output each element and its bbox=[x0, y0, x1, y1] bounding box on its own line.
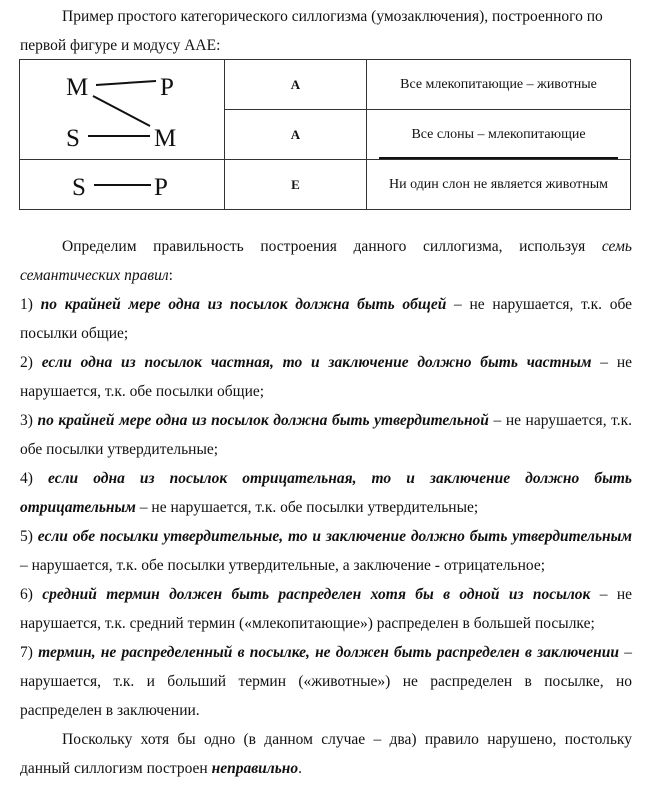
row2-text-cell bbox=[367, 110, 631, 160]
rule-1 bbox=[20, 290, 632, 348]
table-row bbox=[20, 160, 631, 210]
rule-verdict: – не нарушается, т.к. обе посылки утвердительные; bbox=[135, 499, 479, 516]
rule-6 bbox=[20, 580, 632, 638]
rule-verdict: – не нарушается, т.к. средний термин («млекопитающие») распределен в большей посылке; bbox=[20, 586, 632, 632]
term-p-top: P bbox=[160, 74, 174, 101]
rule-statement: термин, не распределенный в посылке, не должен быть распределен в заключении bbox=[38, 644, 620, 661]
rule-5 bbox=[20, 522, 632, 580]
rule-number: 4) bbox=[20, 470, 33, 487]
term-s-mid: S bbox=[66, 125, 80, 152]
rule-7 bbox=[20, 638, 632, 725]
row1-text: Все млекопитающие – животные bbox=[367, 60, 631, 110]
row1-code: A bbox=[225, 60, 367, 110]
rule-verdict: – нарушается, т.к. и больший термин («животные») не распределен в посылке, но распределен в заключении. bbox=[20, 644, 633, 719]
rule-statement: если обе посылки утвердительные, то и заключение должно быть утвердительным bbox=[37, 528, 633, 545]
rule-verdict: – не нарушается, т.к. обе посылки общие; bbox=[20, 296, 633, 342]
first-figure-diagram bbox=[20, 60, 224, 160]
table-row bbox=[20, 60, 631, 110]
analysis-intro bbox=[20, 232, 632, 290]
rule-statement: по крайней мере одна из посылок должна быть утвердительной bbox=[37, 412, 489, 429]
intro-plain-text: Определим правильность построения данного силлогизма, используя bbox=[62, 238, 602, 255]
intro-colon: : bbox=[168, 267, 173, 284]
figure-diagram-cell bbox=[20, 60, 225, 160]
major-premise-line bbox=[96, 81, 156, 85]
rule-statement: по крайней мере одна из посылок должна быть общей bbox=[40, 296, 447, 313]
rule-verdict: – не нарушается, т.к. обе посылки общие; bbox=[20, 354, 632, 400]
analysis-text bbox=[20, 232, 632, 783]
term-p-bottom: P bbox=[154, 174, 168, 201]
rule-number: 2) bbox=[20, 354, 33, 371]
rule-2 bbox=[20, 348, 632, 406]
row3-text: Ни один слон не является животным bbox=[367, 160, 631, 210]
conclusion-paragraph bbox=[20, 725, 632, 783]
term-s-bottom: S bbox=[72, 174, 86, 201]
conclusion-plain-text: Поскольку хотя бы одно (в данном случае – два) правило нарушено, постольку данный силлогизм построен bbox=[20, 731, 632, 777]
term-m-mid: M bbox=[154, 125, 177, 152]
rule-4 bbox=[20, 464, 632, 522]
rule-verdict: – нарушается, т.к. обе посылки утвердительные, а заключение - отрицательное; bbox=[20, 557, 546, 574]
row2-text: Все слоны – млекопитающие bbox=[411, 126, 586, 142]
rule-number: 6) bbox=[20, 586, 33, 603]
rule-statement: если одна из посылок отрицательная, то и заключение должно быть отрицательным bbox=[20, 470, 632, 516]
row2-code: A bbox=[225, 110, 367, 160]
rule-statement: средний термин должен быть распределен хотя бы в одной из посылок bbox=[42, 586, 591, 603]
conclusion-verdict: неправильно bbox=[211, 760, 299, 777]
row3-code: E bbox=[225, 160, 367, 210]
intro-italic-text: семь семантических правил bbox=[20, 238, 632, 284]
conclusion-diagram-cell bbox=[20, 160, 225, 210]
term-m-top: M bbox=[66, 74, 89, 101]
conclusion-period: . bbox=[298, 760, 303, 777]
conclusion-diagram bbox=[20, 160, 224, 210]
rule-3 bbox=[20, 406, 632, 464]
conclusion-bar bbox=[379, 157, 618, 159]
rule-verdict: – не нарушается, т.к. обе посылки утвердительные; bbox=[20, 412, 633, 458]
rule-number: 7) bbox=[20, 644, 33, 661]
intro-paragraph: Пример простого категорического силлогизма (умозаключения), построенного по первой фигуре и модусу ААЕ: bbox=[20, 8, 603, 54]
syllogism-table bbox=[19, 59, 631, 210]
rule-statement: если одна из посылок частная, то и заключение должно быть частным bbox=[41, 354, 592, 371]
rule-number: 5) bbox=[20, 528, 33, 545]
rule-number: 3) bbox=[20, 412, 33, 429]
rule-number: 1) bbox=[20, 296, 33, 313]
middle-term-connector bbox=[93, 96, 150, 126]
